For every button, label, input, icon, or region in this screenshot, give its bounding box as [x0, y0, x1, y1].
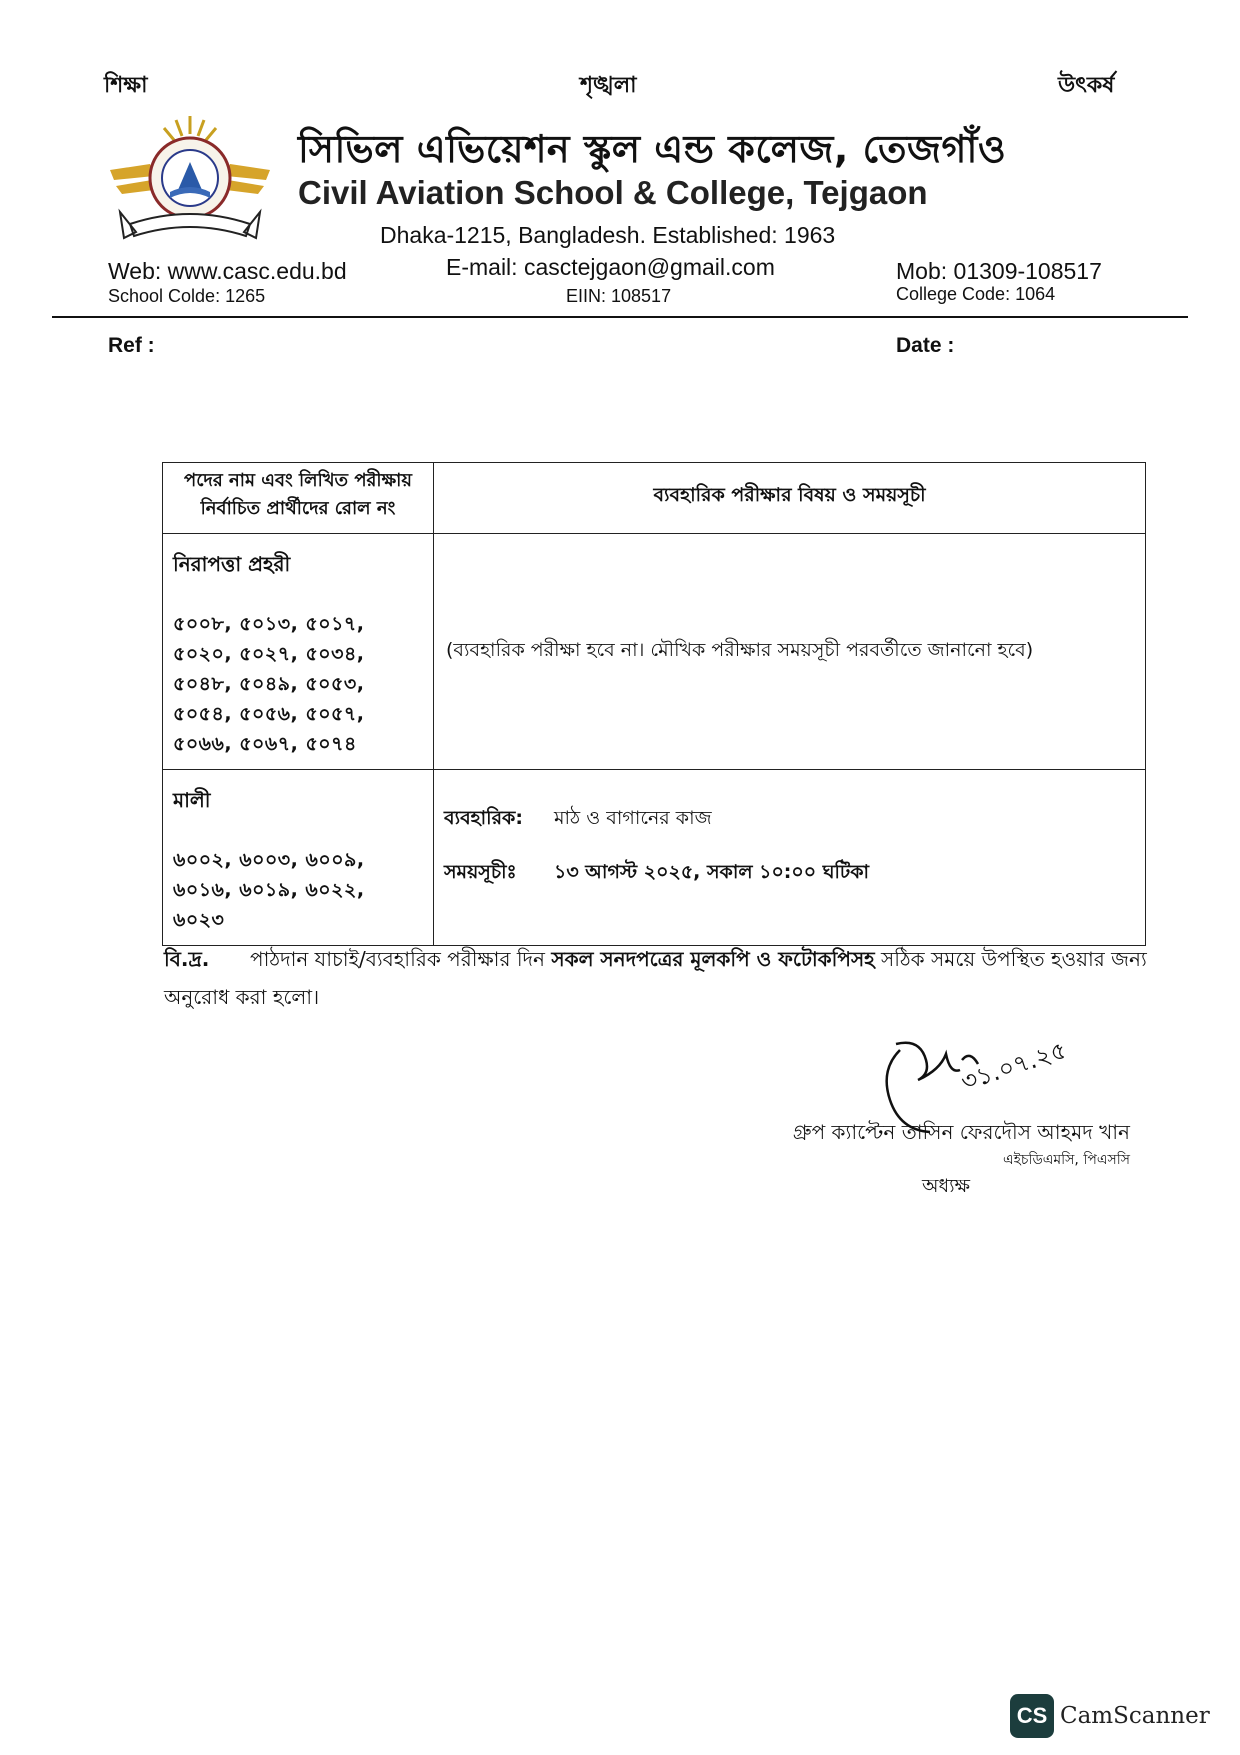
school-code: School Colde: 1265: [108, 286, 266, 306]
schedule-label: সময়সূচীঃ: [444, 861, 517, 883]
note-text-1: পাঠদান যাচাই/ব্যবহারিক পরীক্ষার দিন: [250, 947, 545, 971]
schedule-cell: [434, 534, 1146, 770]
camscanner-icon: CS: [1010, 1694, 1054, 1738]
practical-label: ব্যবহারিক:: [444, 807, 523, 829]
handwritten-date: ৩১.০৭.২৫: [957, 1035, 1070, 1097]
college-name-bangla: সিভিল এভিয়েশন স্কুল এন্ড কলেজ, তেজগাঁও: [298, 127, 1007, 171]
principal-name: গ্রুপ ক্যাপ্টেন তাসিন ফেরদৌস আহমদ খান: [792, 1120, 1130, 1144]
table-header-row: [163, 463, 1146, 534]
note-text-2: সঠিক সময়ে উপস্থিত হওয়ার জন্য অনুরোধ করা হলো।: [164, 947, 1147, 1009]
note-paragraph: [164, 940, 1154, 1016]
header-divider: [52, 316, 1188, 318]
roll-numbers: ৬০০২, ৬০০৩, ৬০০৯, ৬০১৬, ৬০১৯, ৬০২২, ৬০২৩: [173, 849, 365, 931]
date-label: Date :: [896, 334, 955, 357]
ref-label: Ref :: [108, 334, 155, 357]
practical-value: মাঠ ও বাগানের কাজ: [554, 807, 712, 829]
post-name-security-guard: নিরাপত্তা প্রহরী: [173, 552, 291, 576]
note-label: বি.দ্র.: [164, 947, 210, 971]
column-header-practical-schedule: ব্যবহারিক পরীক্ষার বিষয় ও সময়সূচী: [434, 463, 1146, 534]
table-row: [163, 534, 1146, 770]
post-cell: [163, 534, 434, 770]
schedule-value: ১৩ আগস্ট ২০২৫, সকাল ১০:০০ ঘটিকা: [554, 861, 870, 883]
email: E-mail: casctejgaon@gmail.com: [446, 254, 775, 280]
note-text-bold: সকল সনদপত্রের মূলকপি ও ফটোকপিসহ: [551, 947, 875, 971]
college-code: College Code: 1064: [896, 284, 1056, 304]
motto-excellence: উৎকর্ষ: [1058, 73, 1115, 98]
schedule-cell: [434, 770, 1146, 946]
mobile: Mob: 01309-108517: [896, 258, 1102, 284]
roll-numbers: ৫০০৮, ৫০১৩, ৫০১৭, ৫০২০, ৫০২৭, ৫০৩৪, ৫০৪৮, ৫০৪৯, ৫০৫৩, ৫০৫৪, ৫০৫৬, ৫০৫৭, ৫০৬৬, ৫০৬৭, ৫০৭৪: [173, 613, 365, 755]
post-name-gardener: মালী: [173, 788, 211, 812]
college-address: Dhaka-1215, Bangladesh. Established: 1963: [380, 222, 836, 248]
scanner-watermark: [1010, 1694, 1210, 1738]
motto-education: শিক্ষা: [104, 73, 148, 98]
schedule-info: (ব্যবহারিক পরীক্ষা হবে না। মৌখিক পরীক্ষার সময়সূচী পরবর্তীতে জানানো হবে): [446, 638, 1034, 661]
principal-degrees: এইচডিএমসি, পিএসসি: [1002, 1152, 1130, 1168]
college-logo-icon: [110, 108, 270, 246]
practical-line: [444, 804, 1135, 836]
table-row: [163, 770, 1146, 946]
post-cell: [163, 770, 434, 946]
practical-exam-schedule-table: [162, 462, 1146, 946]
eiin: EIIN: 108517: [566, 286, 672, 306]
motto-discipline: শৃঙ্খলা: [580, 73, 637, 98]
schedule-line: [444, 858, 1135, 890]
website: Web: www.casc.edu.bd: [108, 258, 347, 284]
camscanner-label: CamScanner: [1060, 1703, 1210, 1729]
principal-designation: অধ্যক্ষ: [922, 1175, 971, 1197]
column-header-post-rolls: পদের নাম এবং লিখিত পরীক্ষায় নির্বাচিত প্রার্থীদের রোল নং: [163, 463, 434, 534]
college-name-english: Civil Aviation School & College, Tejgaon: [298, 174, 928, 211]
